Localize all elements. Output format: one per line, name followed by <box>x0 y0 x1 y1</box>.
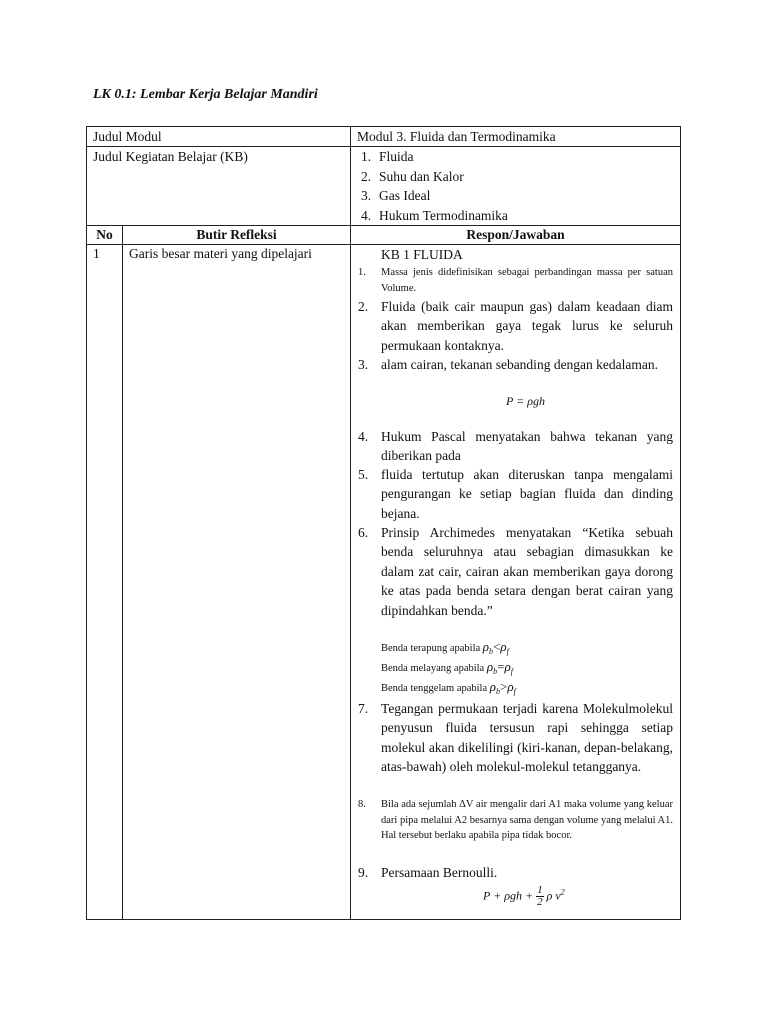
list-item: 2. Fluida (baik cair maupun gas) dalam keadaan diam akan memberikan gaya tegak lurus ke seluruh permukaan kontaknya. <box>358 299 674 353</box>
list-item: 2. Suhu dan Kalor <box>361 168 464 184</box>
list-item: 1. Massa jenis didefinisikan sebagai perbandingan massa per satuan Volume. <box>358 267 674 294</box>
bernoulli-formula: P + ρgh + $\frac{1}{2}$ ρ $v^2$ <box>483 884 565 908</box>
row-number: 1 <box>87 245 123 920</box>
header-no: No <box>87 226 123 245</box>
condition-terapung: Benda terapung apabila $\rho_b<\rho_f$ <box>381 639 509 656</box>
header-butir: Butir Refleksi <box>123 226 351 245</box>
worksheet-table <box>86 126 681 920</box>
list-item: 3. alam cairan, tekanan sebanding dengan kedalaman. <box>358 357 659 372</box>
list-item: 3. Gas Ideal <box>361 188 431 203</box>
table-row <box>87 245 681 920</box>
list-item: 5. fluida tertutup akan diteruskan tanpa mengalami pengurangan ke setiap bagian fluida dan dinding bejana. <box>358 467 674 521</box>
judul-kb-label: Judul Kegiatan Belajar (KB) <box>87 147 351 226</box>
kb-list-cell <box>351 147 681 226</box>
page-title: LK 0.1: Lembar Kerja Belajar Mandiri <box>93 87 318 102</box>
list-item: 4. Hukum Pascal menyatakan bahwa tekanan yang diberikan pada <box>358 429 674 464</box>
list-item: 1. Fluida <box>361 149 414 164</box>
kb-list <box>357 147 674 225</box>
condition-melayang: Benda melayang apabila $\rho_b=\rho_f$ <box>381 659 513 676</box>
judul-modul-value: Modul 3. Fluida dan Termodinamika <box>351 127 681 147</box>
list-item: 8. Bila ada sejumlah ΔV air mengalir dari A1 maka volume yang keluar dari pipa melalui A2 besarnya sama dengan volume yang melalui A1. Hal tersebut berlaku apabila pipa tidak bocor. <box>358 799 674 841</box>
table-row <box>87 147 681 226</box>
header-respon: Respon/Jawaban <box>351 226 681 245</box>
pressure-formula: P = ρgh <box>506 394 545 408</box>
list-item: 6. Prinsip Archimedes menyatakan “Ketika sebuah benda seluruhnya atau sebagian dimasukkan ke dalam zat cair, cairan akan memberikan gaya dorong ke atas pada benda setara dengan berat cairan yang dipindahkan benda.” <box>358 525 674 618</box>
list-item: 4. Hukum Termodinamika <box>361 207 508 223</box>
table-row <box>87 127 681 147</box>
list-item: 7. Tegangan permukaan terjadi karena Molekulmolekul penyusun fluida tersusun rapi sehingga setiap molekul akan dikelilingi (kiri-kanan, depan-belakang, atas-bawah) oleh molekul-molekul tetangganya. <box>358 701 674 775</box>
condition-tenggelam: Benda tenggelam apabila $\rho_b>\rho_f$ <box>381 679 516 696</box>
response-cell <box>351 245 681 920</box>
kb-title: KB 1 FLUIDA <box>381 247 463 262</box>
table-header-row <box>87 226 681 245</box>
judul-modul-label: Judul Modul <box>87 127 351 147</box>
butir-refleksi-text: Garis besar materi yang dipelajari <box>123 245 351 920</box>
list-item: 9. Persamaan Bernoulli. <box>358 865 498 880</box>
